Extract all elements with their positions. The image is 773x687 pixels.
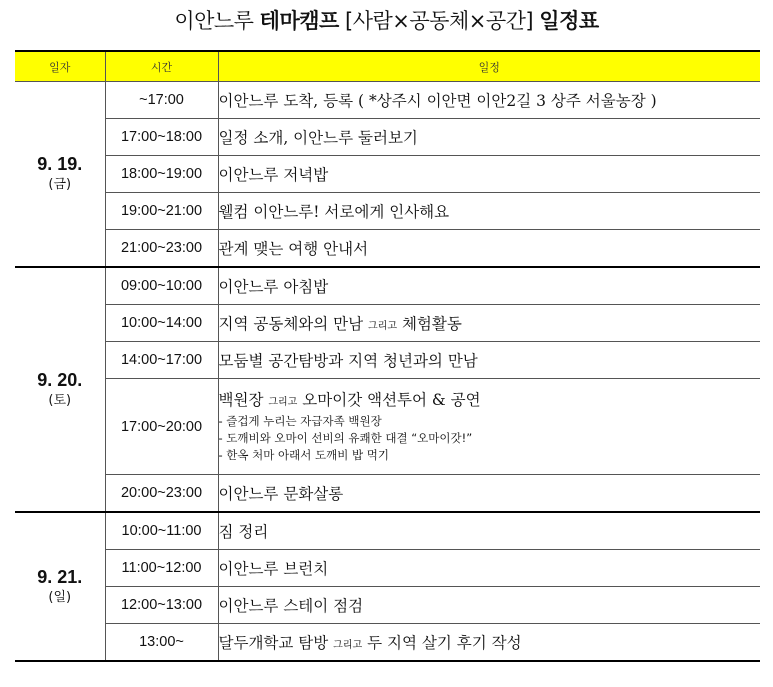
table-row bbox=[15, 156, 760, 193]
activity-cell: 이안느루 문화살롱 bbox=[218, 475, 760, 513]
table-row bbox=[15, 82, 760, 119]
table-row bbox=[15, 379, 760, 475]
connector-text: 그리고 bbox=[368, 321, 398, 332]
time-cell: 09:00~10:00 bbox=[105, 267, 218, 305]
date-cell bbox=[15, 82, 105, 268]
time-cell: 17:00~20:00 bbox=[105, 379, 218, 475]
activity-cell: 이안느루 스테이 점검 bbox=[218, 587, 760, 624]
activity-cell: 짐 정리 bbox=[218, 512, 760, 550]
table-row bbox=[15, 305, 760, 342]
weekday-label: (금) bbox=[48, 177, 72, 192]
date-cell bbox=[15, 512, 105, 661]
table-row bbox=[15, 342, 760, 379]
connector-text: 그리고 bbox=[268, 396, 298, 408]
activity-cell bbox=[218, 305, 760, 342]
header-row bbox=[15, 51, 760, 82]
time-cell: ~17:00 bbox=[105, 82, 218, 119]
table-row bbox=[15, 475, 760, 513]
activity-cell: 이안느루 브런치 bbox=[218, 550, 760, 587]
table-row bbox=[15, 624, 760, 662]
table-row bbox=[15, 587, 760, 624]
activity-cell: 이안느루 도착, 등록 ( *상주시 이안면 이안2길 3 상주 서울농장 ) bbox=[218, 82, 760, 119]
time-cell: 13:00~ bbox=[105, 624, 218, 662]
bullet-item: - 즐겁게 누리는 자급자족 백원장 bbox=[218, 413, 382, 428]
activity-cell: 이안느루 저녁밥 bbox=[218, 156, 760, 193]
activity-text: 두 지역 살기 후기 작성 bbox=[362, 634, 522, 652]
table-row bbox=[15, 267, 760, 305]
time-cell: 19:00~21:00 bbox=[105, 193, 218, 230]
table-row bbox=[15, 512, 760, 550]
title-part1: 이안느루 bbox=[174, 9, 254, 33]
header-time: 시간 bbox=[105, 51, 218, 82]
date-cell bbox=[15, 267, 105, 512]
title-part2: 테마캠프 bbox=[259, 9, 339, 33]
time-cell: 18:00~19:00 bbox=[105, 156, 218, 193]
table-row bbox=[15, 193, 760, 230]
table-row bbox=[15, 119, 760, 156]
connector-text: 그리고 bbox=[333, 640, 363, 651]
time-cell: 21:00~23:00 bbox=[105, 230, 218, 268]
time-cell: 12:00~13:00 bbox=[105, 587, 218, 624]
header-schedule: 일정 bbox=[218, 51, 760, 82]
time-cell: 11:00~12:00 bbox=[105, 550, 218, 587]
activity-cell: 일정 소개, 이안느루 둘러보기 bbox=[218, 119, 760, 156]
activity-cell bbox=[218, 379, 760, 475]
date-number: 9. 21. bbox=[37, 566, 83, 587]
activity-text: 오마이갓 액션투어 & 공연 bbox=[297, 390, 481, 409]
activity-cell: 웰컴 이안느루! 서로에게 인사해요 bbox=[218, 193, 760, 230]
table-row bbox=[15, 230, 760, 268]
activity-cell: 관계 맺는 여행 안내서 bbox=[218, 230, 760, 268]
header-date: 일자 bbox=[15, 51, 105, 82]
activity-cell bbox=[218, 624, 760, 662]
time-cell: 14:00~17:00 bbox=[105, 342, 218, 379]
date-number: 9. 20. bbox=[37, 369, 83, 390]
page-title bbox=[0, 6, 773, 36]
time-cell: 10:00~14:00 bbox=[105, 305, 218, 342]
activity-text: 달두개학교 탐방 bbox=[218, 634, 334, 652]
activity-cell: 이안느루 아침밥 bbox=[218, 267, 760, 305]
title-part3: [사람×공동체×공간] bbox=[345, 9, 534, 33]
bullet-item: - 한옥 처마 아래서 도깨비 밥 먹기 bbox=[218, 447, 389, 462]
activity-cell: 모둠별 공간탐방과 지역 청년과의 만남 bbox=[218, 342, 760, 379]
table-row bbox=[15, 550, 760, 587]
schedule-table bbox=[15, 50, 760, 662]
date-number: 9. 19. bbox=[37, 154, 83, 174]
weekday-label: (일) bbox=[48, 589, 72, 605]
activity-text: 백원장 bbox=[218, 390, 269, 409]
activity-text: 지역 공동체와의 만남 bbox=[218, 315, 369, 333]
time-cell: 10:00~11:00 bbox=[105, 512, 218, 550]
title-part4: 일정표 bbox=[539, 9, 599, 33]
time-cell: 17:00~18:00 bbox=[105, 119, 218, 156]
bullet-item: - 도깨비와 오마이 선비의 유쾌한 대결 “오마이갓!” bbox=[218, 430, 473, 445]
activity-text: 체험활동 bbox=[397, 315, 462, 333]
time-cell: 20:00~23:00 bbox=[105, 475, 218, 513]
weekday-label: (토) bbox=[48, 392, 72, 408]
